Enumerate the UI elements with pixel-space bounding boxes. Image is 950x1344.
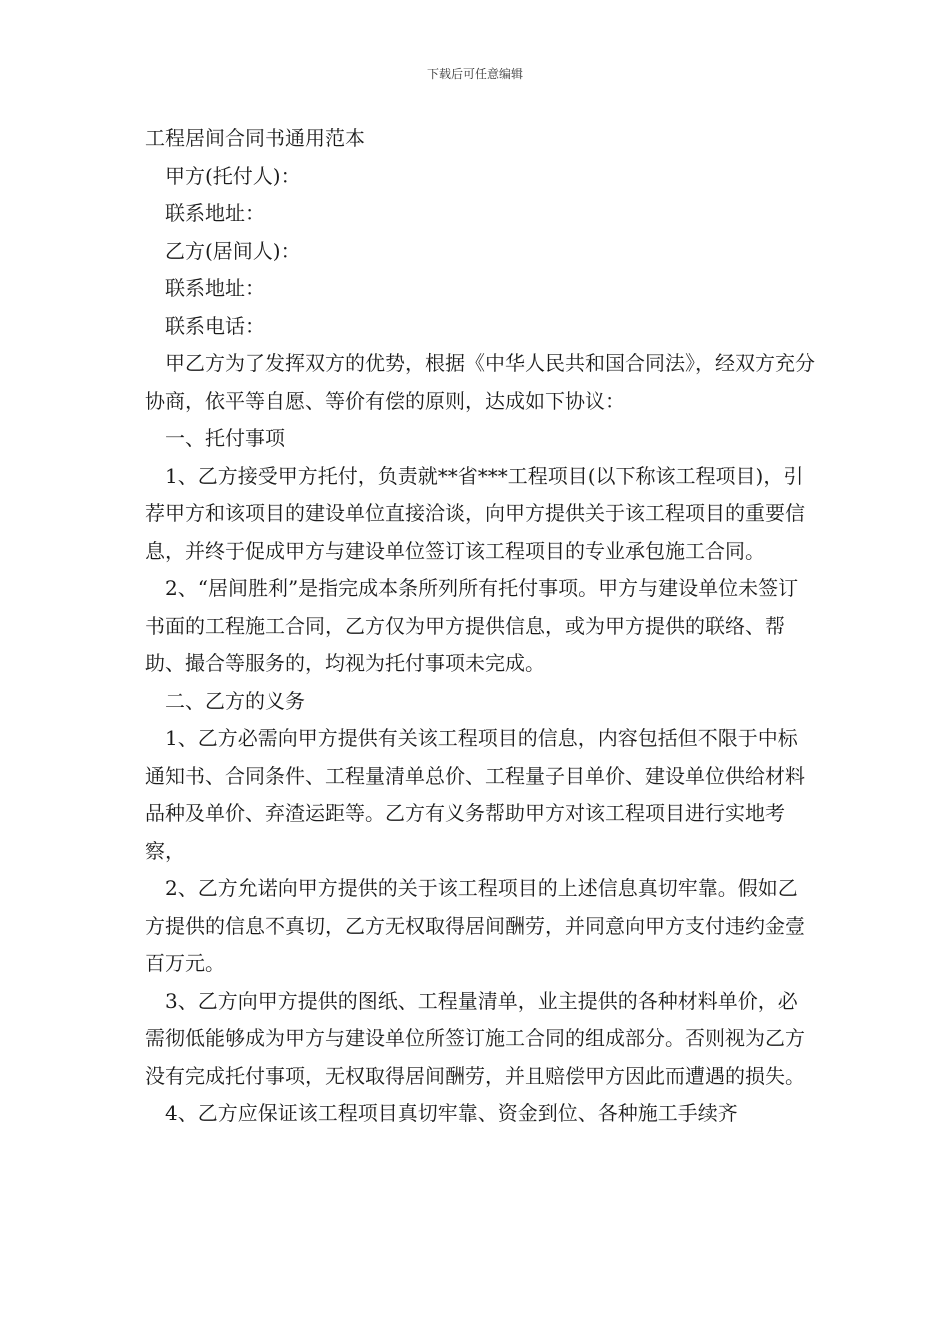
section-2-item-2: 2、乙方允诺向甲方提供的关于该工程项目的上述信息真切牢靠。假如乙方提供的信息不真切，乙方无权取得居间酬劳，并同意向甲方支付违约金壹百万元。 <box>145 876 805 975</box>
document-body <box>145 120 815 1133</box>
section-1-item-2: 2、“居间胜利”是指完成本条所列所有托付事项。甲方与建设单位未签订书面的工程施工合同，乙方仅为甲方提供信息，或为甲方提供的联络、帮助、撮合等服务的，均视为托付事项未完成。 <box>145 576 799 675</box>
page-header-note: 下载后可任意编辑 <box>426 67 523 81</box>
party-b-address-line: 联系地址： <box>165 276 265 300</box>
party-b-line: 乙方(居间人)： <box>165 238 301 263</box>
party-b-phone-line: 联系电话： <box>165 313 265 338</box>
section-2-item-4: 4、乙方应保证该工程项目真切牢靠、资金到位、各种施工手续齐 <box>165 1101 738 1125</box>
section-2-heading: 二、乙方的义务 <box>165 688 305 713</box>
section-1-heading: 一、托付事项 <box>165 426 285 450</box>
party-a-line: 甲方(托付人)： <box>165 163 301 188</box>
document-title: 工程居间合同书通用范本 <box>145 126 365 150</box>
party-a-address-line: 联系地址： <box>165 201 265 225</box>
section-2-item-1: 1、乙方必需向甲方提供有关该工程项目的信息，内容包括但不限于中标通知书、合同条件、工程量清单总价、工程量子目单价、建设单位供给材料品种及单价、弃渣运距等。乙方有义务帮助甲方对该工程项目进行实地考察， <box>145 726 805 863</box>
section-2-item-3: 3、乙方向甲方提供的图纸、工程量清单，业主提供的各种材料单价，必需彻低能够成为甲方与建设单位所签订施工合同的组成部分。否则视为乙方没有完成托付事项，无权取得居间酬劳，并且赔偿甲方因此而遭遇的损失。 <box>145 988 805 1088</box>
section-1-item-1: 1、乙方接受甲方托付，负责就**省***工程项目(以下称该工程项目)，引荐甲方和该项目的建设单位直接洽谈，向甲方提供关于该工程项目的重要信息，并终于促成甲方与建设单位签订该工程项目的专业承包施工合同。 <box>145 463 805 563</box>
preamble-paragraph: 甲乙方为了发挥双方的优势，根据《中华人民共和国合同法》，经双方充分协商，依平等自愿、等价有偿的原则，达成如下协议： <box>145 351 815 413</box>
